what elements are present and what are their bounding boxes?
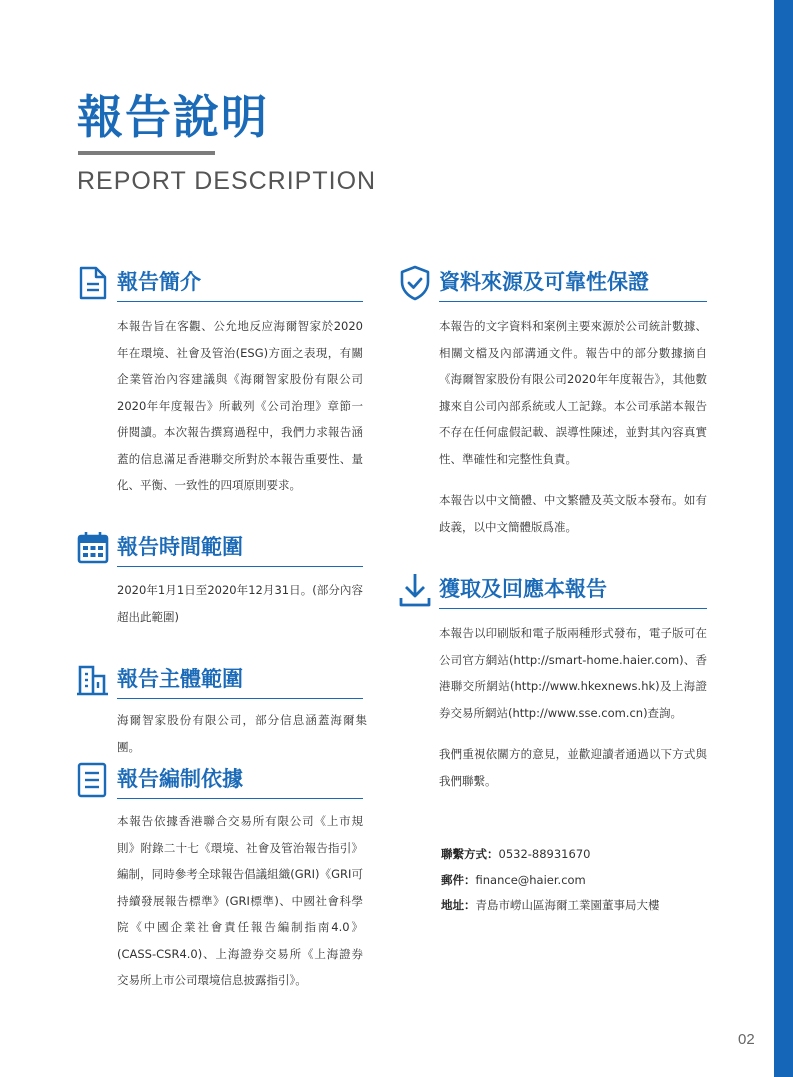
section-paragraph: 本報告以印刷版和電子版兩種形式發布，電子版可在公司官方網站(http://smart-home.haier.com)、香港聯交所網站(http://www.hkexnews.hk)及上海證券交易所網站(http://www.sse.com.cn)查詢。	[439, 626, 707, 720]
section-rule	[439, 608, 707, 609]
section-body: 本報告依據香港聯合交易所有限公司《上市規則》附錄二十七《環境、社會及管治報告指引》編制，同時參考全球報告倡議組織(GRI)《GRI可持續發展報告標準》(GRI標準)、中國社會科學院《中國企業社會責任報告編制指南4.0》(CASS-CSR4.0)、上海證券交易所《上海證券交易所上市公司環境信息披露指引》。	[117, 814, 363, 987]
download-icon	[399, 572, 431, 608]
section-access	[399, 572, 719, 788]
contact-block	[441, 842, 660, 919]
page-number: 02	[738, 1031, 755, 1048]
document-icon	[77, 265, 109, 301]
section-title: 獲取及回應本報告	[439, 577, 607, 601]
section-title: 資料來源及可靠性保證	[439, 270, 649, 294]
section-rule	[117, 798, 363, 799]
building-icon	[77, 662, 109, 698]
section-title: 報告時間範圍	[117, 535, 243, 559]
section-basis	[77, 762, 367, 987]
section-rule	[117, 566, 363, 567]
calendar-icon	[77, 530, 109, 566]
side-accent-bar	[774, 0, 793, 1077]
list-icon	[77, 762, 109, 798]
section-title: 報告編制依據	[117, 767, 243, 791]
section-paragraph: 本報告的文字資料和案例主要來源於公司統計數據、相關文檔及內部溝通文件。報告中的部分數據摘自《海爾智家股份有限公司2020年年度報告》，其他數據來自公司內部系統或人工記錄。本公司承諾本報告不存在任何虛假記載、誤導性陳述，並對其內容真實性、準確性和完整性負責。	[439, 319, 707, 466]
section-title: 報告主體範圍	[117, 667, 243, 691]
section-intro	[77, 265, 367, 492]
section-rule	[117, 698, 363, 699]
section-scope	[77, 662, 367, 754]
section-body: 2020年1月1日至2020年12月31日。(部分內容超出此範圍)	[117, 583, 363, 624]
page-title: 報告說明	[77, 90, 269, 144]
section-body: 本報告旨在客觀、公允地反应海爾智家於2020年在環境、社會及管治(ESG)方面之表現，有關企業管治內容建議與《海爾智家股份有限公司2020年年度報告》所載列《公司治理》章節一併閱讀。本次報告撰寫過程中，我們力求報告涵蓋的信息滿足香港聯交所對於本報告重要性、量化、平衡、一致性的四項原則要求。	[117, 319, 363, 492]
contact-phone: 聯繫方式：0532-88931670	[441, 847, 591, 861]
page-subtitle: REPORT DESCRIPTION	[77, 167, 377, 195]
section-rule	[117, 301, 363, 302]
section-rule	[439, 301, 707, 302]
contact-email: 郵件：finance@haier.com	[441, 872, 586, 887]
title-underline	[78, 151, 215, 155]
section-period	[77, 530, 367, 624]
contact-address: 地址：青島市嶗山區海爾工業園董事局大樓	[441, 898, 660, 912]
section-body	[439, 313, 707, 555]
section-paragraph: 本報告以中文簡體、中文繁體及英文版本發布。如有歧義，以中文簡體版爲准。	[439, 493, 707, 534]
shield-check-icon	[399, 265, 431, 301]
section-title: 報告簡介	[117, 270, 201, 294]
section-reliability	[399, 265, 719, 534]
section-body: 海爾智家股份有限公司，部分信息涵蓋海爾集團。	[117, 713, 367, 754]
section-body	[439, 620, 707, 809]
section-paragraph: 我們重視依關方的意見，並歡迎讀者通過以下方式與我們聯繫。	[439, 747, 707, 788]
